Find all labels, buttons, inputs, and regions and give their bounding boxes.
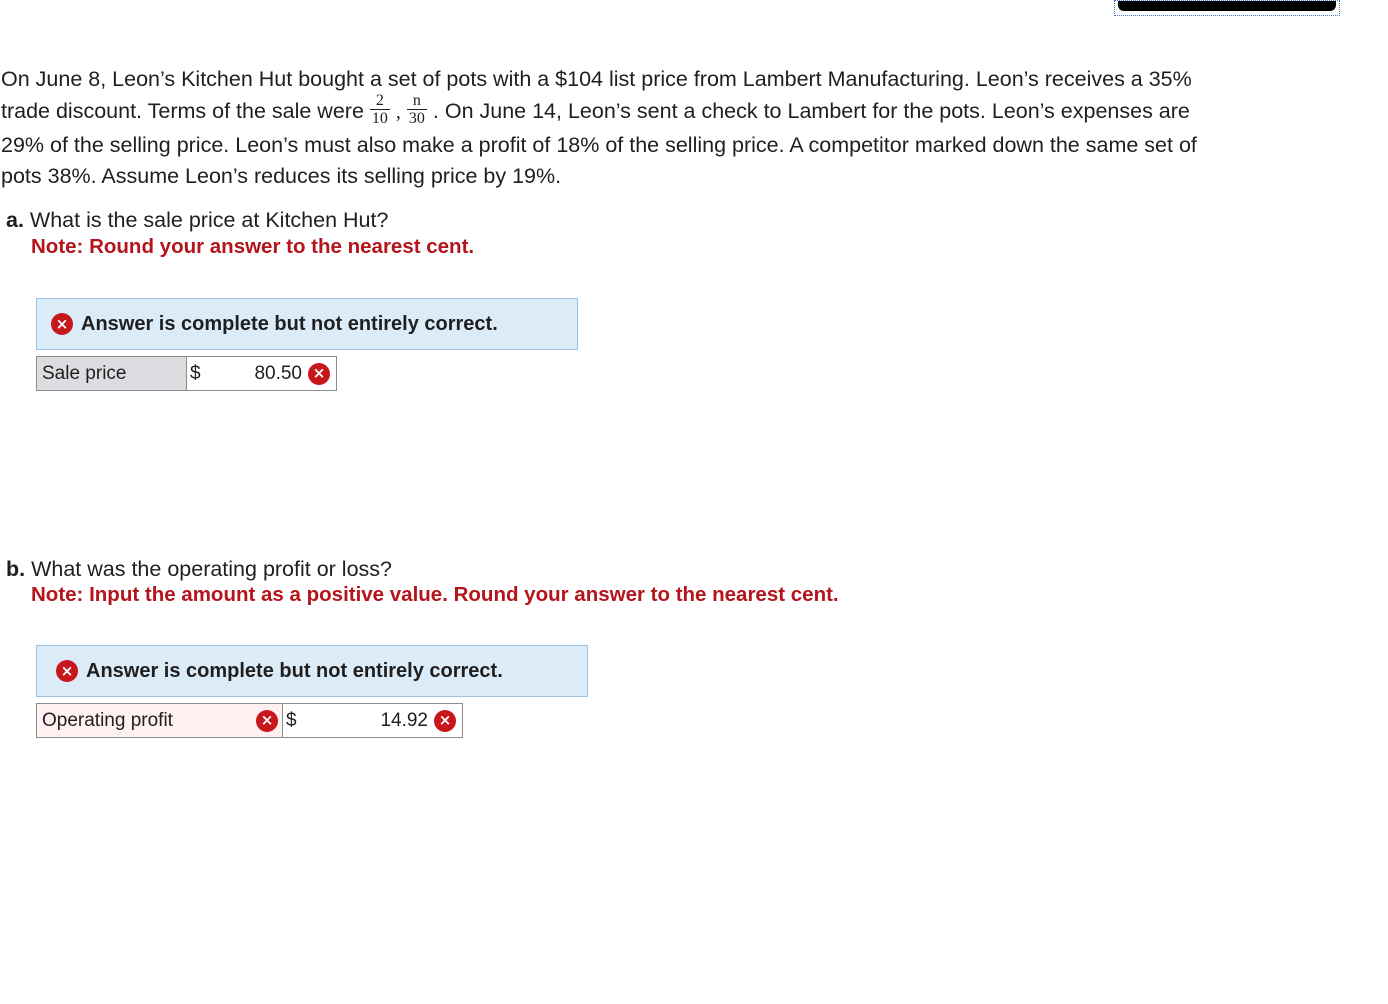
- question-a-text: What is the sale price at Kitchen Hut?: [29, 208, 389, 232]
- answer-b-feedback-text: Answer is complete but not entirely correct.: [86, 659, 503, 682]
- terms-fraction-2-denominator: 30: [408, 110, 425, 127]
- problem-line-1: On June 8, Leon’s Kitchen Hut bought a set of pots with a $104 list price from Lambert Manufacturing. Leon’s receives a 35%: [1, 67, 1192, 91]
- question-b: [6, 555, 392, 583]
- x-circle-icon: ×: [56, 660, 78, 682]
- problem-line-2-end: . On June 14, Leon’s sent a check to Lambert for the pots. Leon’s expenses are: [432, 99, 1190, 124]
- problem-line-3: 29% of the selling price. Leon’s must also make a profit of 18% of the selling price. A competitor marked down the same set of: [1, 133, 1197, 157]
- answer-a-feedback-text: Answer is complete but not entirely correct.: [81, 312, 498, 335]
- question-b-label: b.: [6, 557, 26, 581]
- currency-symbol: $: [190, 362, 201, 384]
- problem-line-2: [1, 92, 1346, 130]
- x-circle-icon: ×: [256, 710, 278, 732]
- top-toolbar[interactable]: [1114, 0, 1340, 16]
- x-circle-icon: ×: [434, 710, 456, 732]
- answer-a-feedback-banner: [36, 298, 578, 350]
- problem-statement: [1, 64, 1346, 192]
- answer-b-feedback-banner: [36, 645, 588, 697]
- operating-profit-label: Operating profit: [37, 704, 247, 737]
- sale-price-input[interactable]: [187, 357, 336, 390]
- answer-a-row: [36, 356, 337, 391]
- operating-profit-value: 14.92: [380, 709, 428, 731]
- terms-fraction-2: [407, 92, 427, 127]
- terms-fraction-1-denominator: 10: [371, 110, 388, 127]
- sale-price-label: Sale price: [37, 357, 187, 390]
- terms-fraction-1: [370, 92, 390, 127]
- question-b-text: What was the operating profit or loss?: [31, 557, 392, 581]
- problem-line-4: pots 38%. Assume Leon’s reduces its selling price by 19%.: [1, 164, 562, 188]
- top-toolbar-bar: [1118, 1, 1336, 11]
- operating-profit-input[interactable]: [283, 704, 462, 737]
- question-a: [6, 206, 388, 234]
- terms-separator: ,: [395, 101, 401, 124]
- question-a-label: a.: [6, 208, 24, 232]
- terms-fraction-1-numerator: 2: [370, 92, 390, 110]
- x-circle-icon: ×: [308, 363, 330, 385]
- answer-b-row: [36, 703, 463, 738]
- problem-line-2-start: trade discount. Terms of the sale were: [1, 99, 364, 124]
- sale-price-value: 80.50: [254, 362, 302, 384]
- question-a-note: Note: Round your answer to the nearest cent.: [31, 235, 475, 258]
- currency-symbol: $: [286, 709, 297, 731]
- question-b-note: Note: Input the amount as a positive value. Round your answer to the nearest cent.: [31, 583, 839, 606]
- operating-profit-label-status: [247, 704, 283, 737]
- terms-fraction-2-numerator: n: [407, 92, 427, 110]
- x-circle-icon: ×: [51, 313, 73, 335]
